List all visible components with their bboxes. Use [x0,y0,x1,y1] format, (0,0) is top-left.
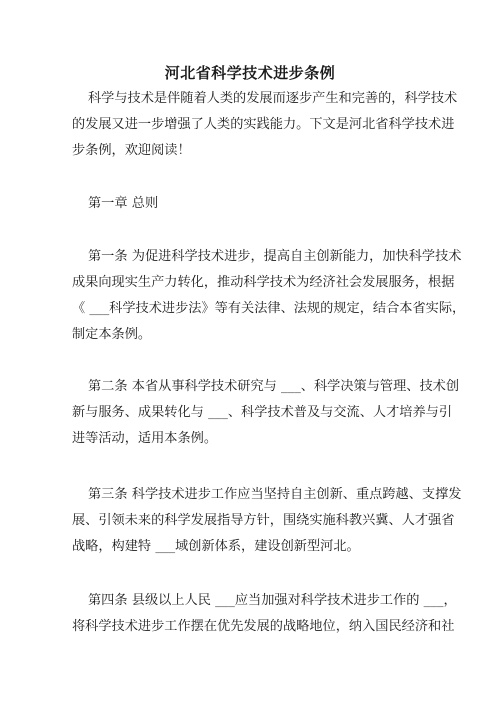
text-line: 第四条 县级以上人民 ___应当加强对科学技术进步工作的 ___， [88,593,457,608]
text-line: 战略，构建特 ___域创新体系，建设创新型河北。 [72,539,360,554]
text-line: 科学与技术是伴随着人类的发展而逐步产生和完善的，科学技术 [88,91,458,106]
text-line: 《 ___科学技术进步法》等有关法律、法规的规定，结合本省实际， [72,301,466,316]
article-3 [72,482,462,560]
article-1 [72,244,466,348]
chapter-heading: 第一章 总则 [88,196,159,211]
text-line: 成果向现实生产力转化，推动科学技术为经济社会发展服务，根据 [72,275,455,290]
text-line: 新与服务、成果转化与 ___、科学技术普及与交流、人才培养与引 [72,405,453,420]
text-line: 第一条 为促进科学技术进步，提高自主创新能力，加快科学技术 [88,249,462,264]
text-line: 步条例，欢迎阅读！ [72,143,191,158]
text-line: 展、引领未来的科学发展指导方针，围绕实施科教兴冀、人才强省 [72,513,455,528]
chapter-heading-block [72,191,432,217]
text-line: 第二条 本省从事科学技术研究与 ___、科学决策与管理、技术创 [88,379,460,394]
document-title: 河北省科学技术进步条例 [164,64,336,82]
text-line: 进等活动，适用本条例。 [72,431,218,446]
text-line: 将科学技术进步工作摆在优先发展的战略地位，纳入国民经济和社 [72,619,455,634]
intro-paragraph [72,86,458,164]
text-line: 的发展又进一步增强了人类的实践能力。下文是河北省科学技术进 [72,117,455,132]
article-2 [72,374,460,452]
text-line: 制定本条例。 [72,327,152,342]
text-line: 第三条 科学技术进步工作应当坚持自主创新、重点跨越、支撑发 [88,487,462,502]
article-4 [72,588,457,640]
